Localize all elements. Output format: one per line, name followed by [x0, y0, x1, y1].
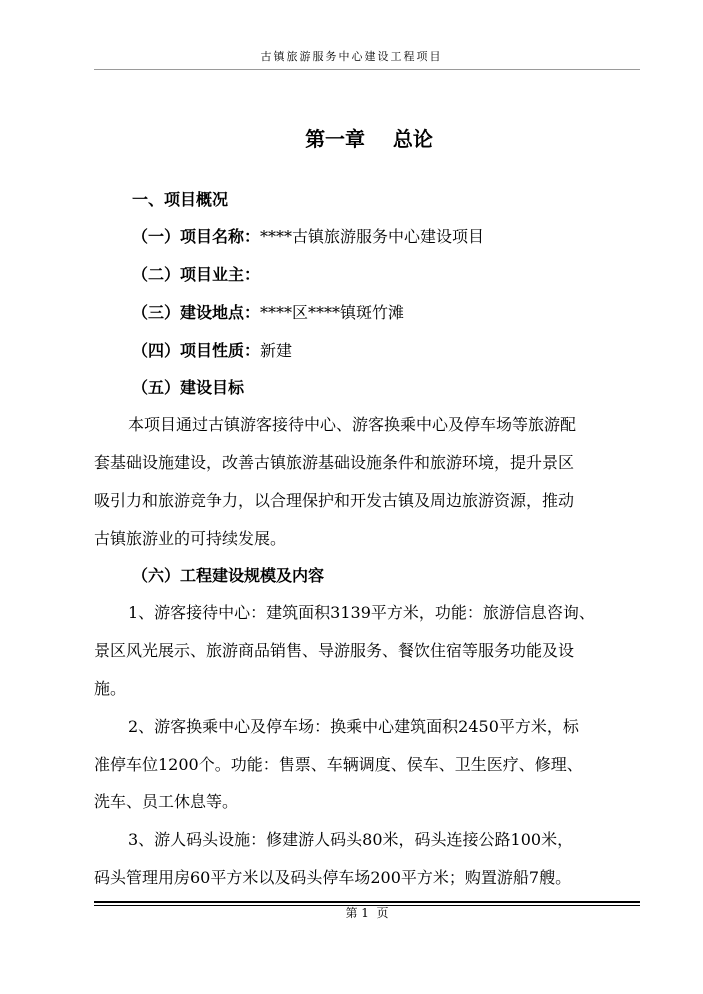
project-name-value: ****古镇旅游服务中心建设项目 — [260, 227, 485, 246]
project-location-value: ****区****镇斑竹滩 — [260, 303, 405, 322]
goal-paragraph-line-3: 吸引力和旅游竞争力，以合理保护和开发古镇及周边旅游资源，推动 — [94, 491, 575, 510]
scale-item-2-line-2: 准停车位1200个。功能：售票、车辆调度、侯车、卫生医疗、修理、 — [94, 755, 583, 774]
item-project-name — [132, 226, 484, 248]
page-number: 第 1 页 — [345, 906, 389, 920]
scale-item-2-line-3: 洗车、员工休息等。 — [94, 792, 239, 811]
scale-item-1-line-3: 施。 — [94, 679, 127, 698]
scale-item-1-line-2: 景区风光展示、旅游商品销售、导游服务、餐饮住宿等服务功能及设 — [94, 641, 575, 660]
scale-heading: （六）工程建设规模及内容 — [132, 566, 325, 585]
project-owner-label: （二）项目业主： — [132, 265, 261, 284]
scale-item-3-line-1: 3、游人码头设施：修建游人码头80米，码头连接公路100米， — [128, 830, 574, 849]
scale-item-2-line-1: 2、游客换乘中心及停车场：换乘中心建筑面积2450平方米，标 — [128, 717, 579, 736]
project-nature-label: （四）项目性质： — [132, 341, 261, 360]
scale-item-3-line-2: 码头管理用房60平方米以及码头停车场200平方米；购置游船7艘。 — [94, 868, 572, 887]
section-heading: 一、项目概况 — [132, 190, 229, 209]
scale-item-1-line-1: 1、游客接待中心：建筑面积3139平方米，功能：旅游信息咨询、 — [128, 603, 595, 622]
header-divider — [94, 69, 640, 70]
item-project-goal: （五）建设目标 — [132, 378, 245, 397]
project-name-label: （一）项目名称： — [132, 227, 261, 246]
item-project-location — [132, 302, 404, 324]
project-location-label: （三）建设地点： — [132, 303, 261, 322]
footer-divider-thick — [94, 901, 640, 903]
project-nature-value: 新建 — [260, 341, 293, 360]
chapter-title: 第一章 总论 — [305, 127, 433, 151]
item-project-owner — [132, 264, 260, 286]
running-header: 古镇旅游服务中心建设工程项目 — [260, 50, 443, 63]
item-project-nature — [132, 340, 292, 362]
goal-paragraph-line-4: 古镇旅游业的可持续发展。 — [94, 529, 287, 548]
goal-paragraph-line-1: 本项目通过古镇游客接待中心、游客换乘中心及停车场等旅游配 — [128, 415, 577, 434]
goal-paragraph-line-2: 套基础设施建设，改善古镇旅游基础设施条件和旅游环境，提升景区 — [94, 453, 575, 472]
